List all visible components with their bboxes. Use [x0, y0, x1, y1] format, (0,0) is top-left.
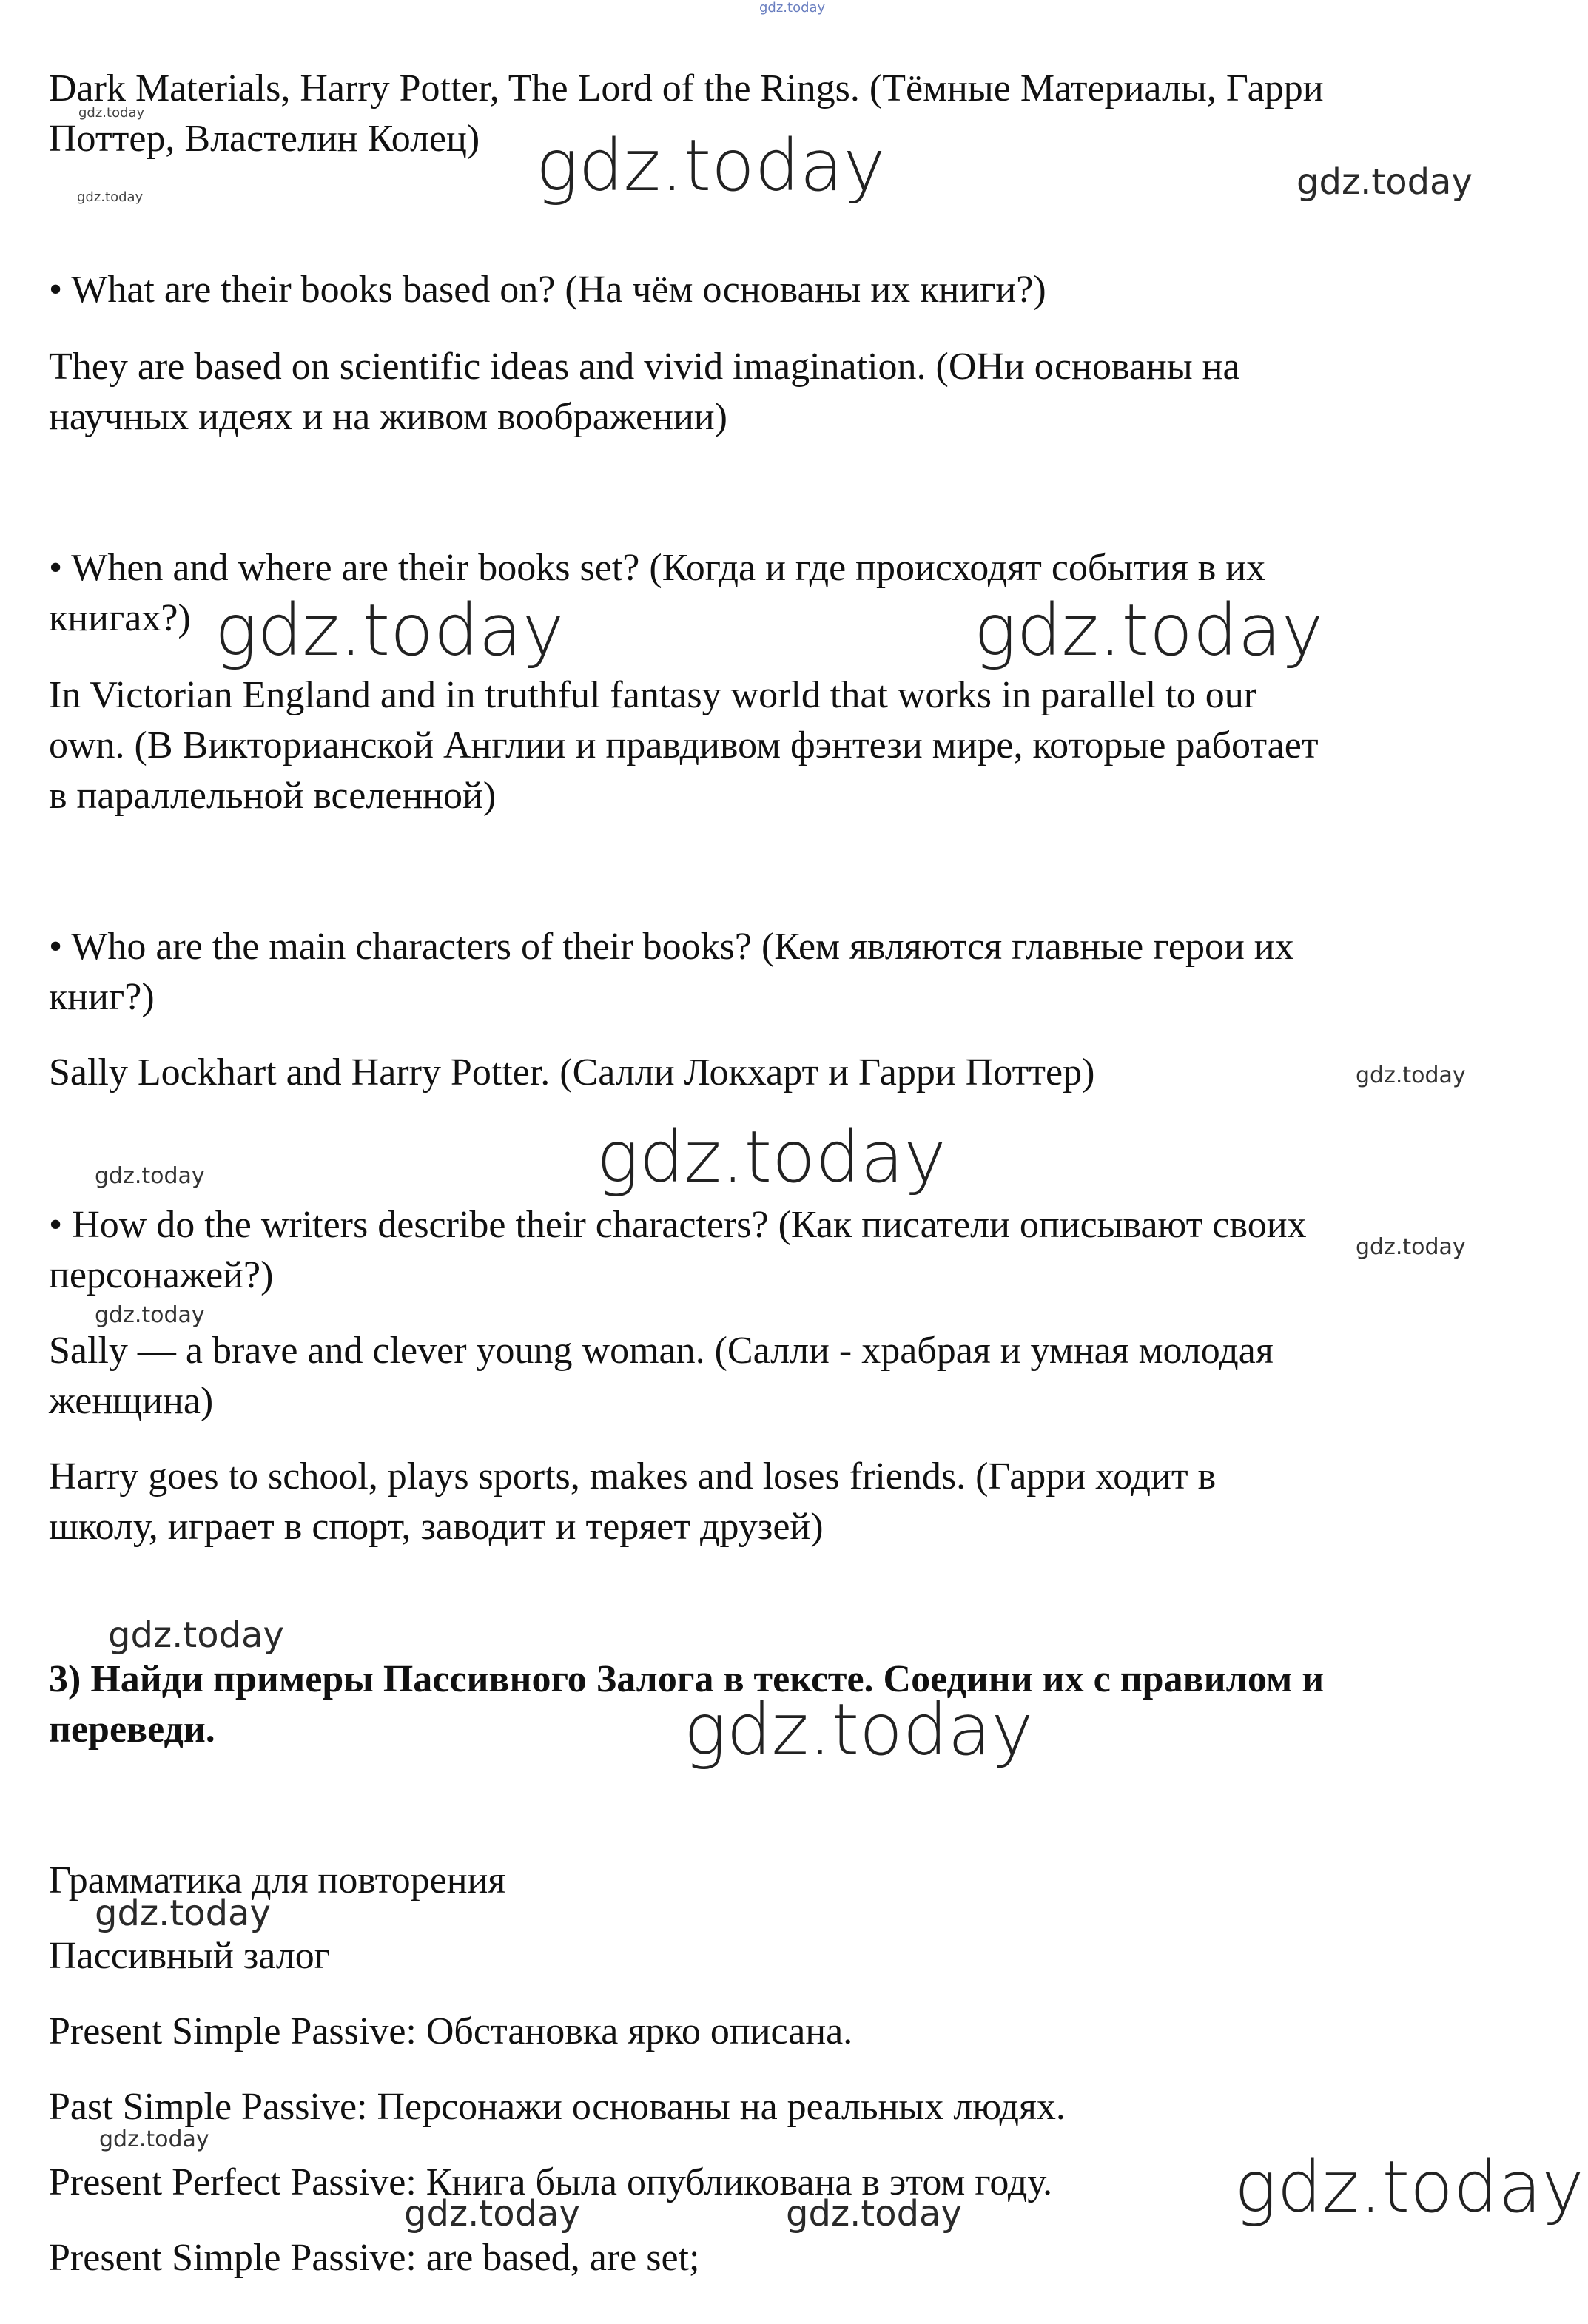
watermark: gdz.today — [95, 1302, 205, 1328]
question-1: • What are their books based on? (На чём основаны их книги?) — [49, 269, 1046, 311]
watermark: gdz.today — [77, 189, 144, 205]
watermark: gdz.today — [1356, 1234, 1466, 1260]
watermark: gdz.today — [974, 589, 1324, 672]
text-line: Поттер, Властелин Колец) — [49, 118, 480, 160]
watermark: gdz.today — [1356, 1062, 1466, 1088]
answer-5-line-1: Harry goes to school, plays sports, makes and loses friends. (Гарри ходит в — [49, 1455, 1217, 1498]
grammar-example-3: Present Perfect Passive: Книга была опубликована в этом году. — [49, 2161, 1053, 2203]
question-2-line-1: • When and where are their books set? (Когда и где происходят события в их — [49, 547, 1266, 589]
answer-2-line-3: в параллельной вселенной) — [49, 775, 497, 817]
watermark: gdz.today — [536, 124, 886, 207]
answer-1-line-1: They are based on scientific ideas and vivid imagination. (ОНи основаны на — [49, 346, 1240, 388]
answer-passive: Present Simple Passive: are based, are set; — [49, 2237, 700, 2279]
watermark: gdz.today — [1296, 161, 1473, 203]
grammar-example-1: Present Simple Passive: Обстановка ярко описана. — [49, 2010, 853, 2052]
question-4-line-1: • How do the writers describe their characters? (Как писатели описывают своих — [49, 1204, 1307, 1246]
watermark: gdz.today — [215, 589, 565, 672]
question-4-line-2: персонажей?) — [49, 1254, 274, 1296]
question-3-line-2: книг?) — [49, 976, 155, 1018]
task-heading-line-2: переведи. — [49, 1708, 215, 1751]
answer-2-line-2: own. (В Викторианской Англии и правдивом фэнтези мире, которые работает — [49, 724, 1319, 767]
text-line: Dark Materials, Harry Potter, The Lord of the Rings. (Тёмные Материалы, Гарри — [49, 67, 1324, 110]
watermark: gdz.today — [99, 2126, 209, 2152]
question-2-line-2: книгах?) — [49, 597, 191, 639]
grammar-example-2: Past Simple Passive: Персонажи основаны на реальных людях. — [49, 2086, 1066, 2128]
watermark-top: gdz.today — [759, 0, 826, 16]
grammar-subtitle: Пассивный залог — [49, 1935, 331, 1977]
answer-5-line-2: школу, играет в спорт, заводит и теряет друзей) — [49, 1506, 824, 1548]
watermark: gdz.today — [404, 2193, 580, 2234]
task-heading-line-1: 3) Найди примеры Пассивного Залога в тексте. Соедини их с правилом и — [49, 1658, 1325, 1700]
answer-4-line-1: Sally — a brave and clever young woman. (Салли - храбрая и умная молодая — [49, 1330, 1274, 1372]
grammar-title: Грамматика для повторения — [49, 1859, 506, 1902]
question-3-line-1: • Who are the main characters of their books? (Кем являются главные герои их — [49, 926, 1294, 968]
watermark: gdz.today — [684, 1688, 1034, 1771]
watermark: gdz.today — [95, 1163, 205, 1189]
watermark: gdz.today — [786, 2193, 962, 2234]
answer-1-line-2: научных идеях и на живом воображении) — [49, 396, 727, 438]
watermark: gdz.today — [108, 1614, 284, 1656]
watermark: gdz.today — [1234, 2146, 1584, 2229]
answer-4-line-2: женщина) — [49, 1380, 214, 1422]
watermark: gdz.today — [78, 105, 145, 121]
answer-3: Sally Lockhart and Harry Potter. (Салли Локхарт и Гарри Поттер) — [49, 1051, 1095, 1094]
watermark: gdz.today — [95, 1893, 271, 1934]
watermark: gdz.today — [596, 1116, 946, 1199]
answer-2-line-1: In Victorian England and in truthful fantasy world that works in parallel to our — [49, 674, 1257, 716]
